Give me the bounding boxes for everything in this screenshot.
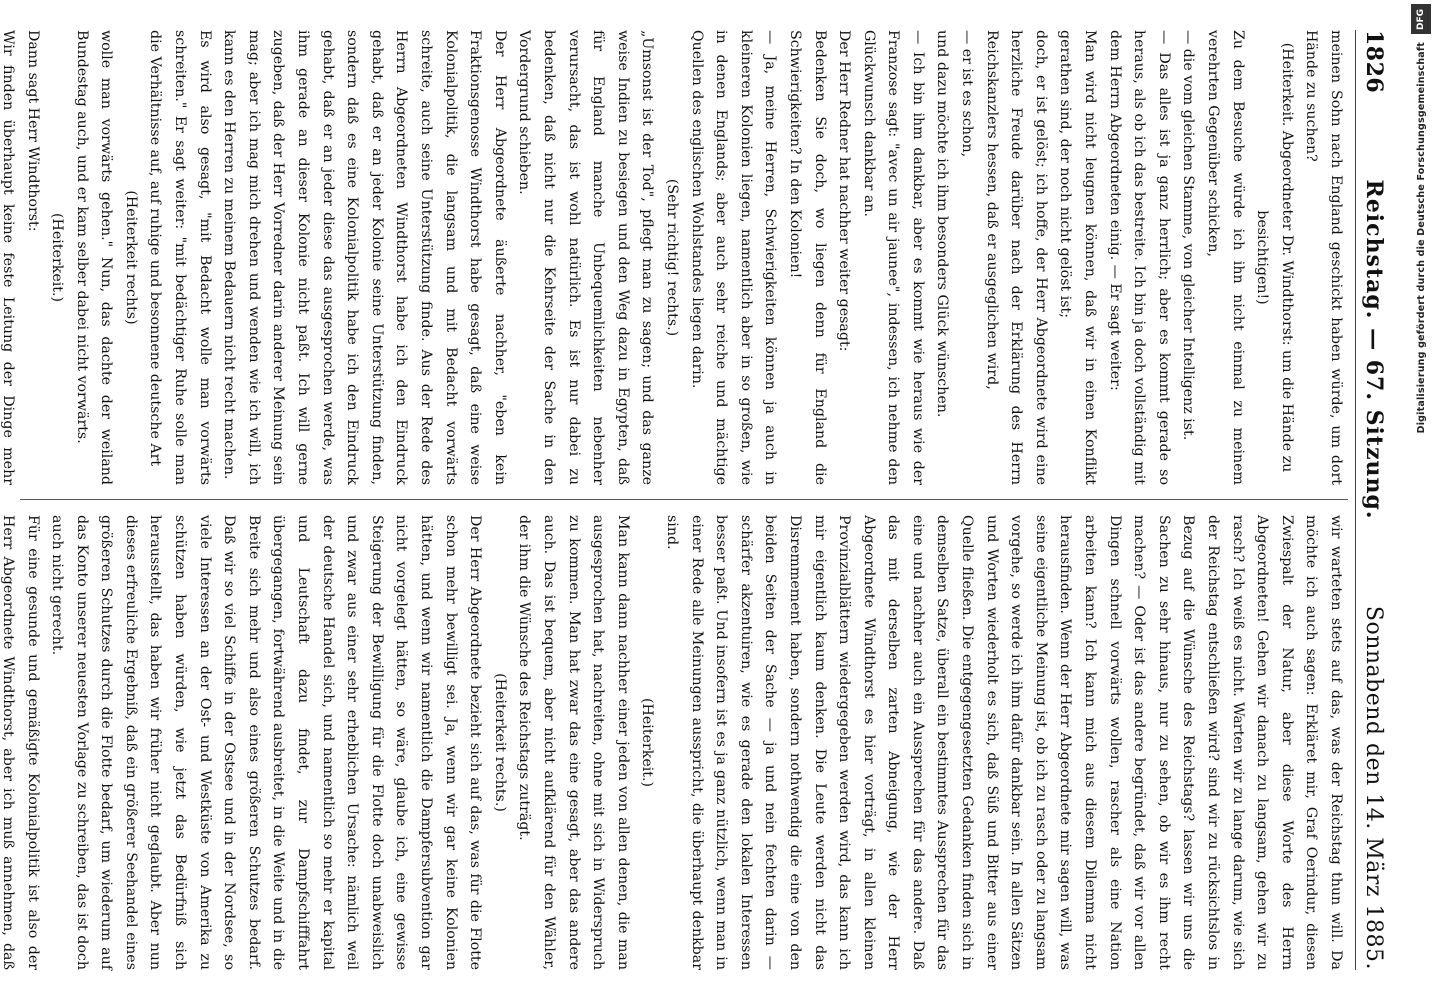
paragraph: (Heiterkeit rechts.) [491, 673, 508, 812]
paragraph: meinen Sohn nach England geschickt haben würde, um dort Hände zu suchen? [1303, 30, 1344, 490]
paragraph: (Heiterkeit.) [639, 698, 656, 787]
paragraph: und dazu möchte ich ihm besonders Glück wünschen. [934, 30, 951, 418]
paragraph: — Das alles ist ja ganz herrlich; aber es kommt gerade so heraus, als ob ich das bestreite. Ich bin ja doch vollständig mit dem Herrn Abgeordneten einig. — Er sagt weiter: [1106, 30, 1172, 490]
paragraph: Wir finden überhaupt keine feste Leitung der Dinge mehr [0, 30, 16, 485]
paragraph: — er ist es schon, [959, 30, 976, 158]
left-column [0, 30, 1348, 490]
paragraph: (Sehr richtig! rechts.) [663, 178, 680, 337]
paragraph: Zu dem Besuche würde ich ihn nicht einmal zu meinem verehrten Gegenüber schicken, [1205, 30, 1246, 490]
paragraph: — die vom gleichen Stamme, von gleicher Intelligenz ist. [1180, 30, 1197, 441]
paragraph: — Ja, meine Herren, Schwierigkeiten können ja auch in kleineren Kolonien liegen, namentlich aber in so großen, wie in denen Englands; aber auch sehr reiche und mächtige Quellen des englischen Wohlstandes liegen darin. [688, 30, 779, 490]
paragraph: Der Herr Abgeordnete äußerte nachher, "eben kein Fraktionsgenosse Windthorst habe gesagt, daß eine weise Kolonialpolitik, die langsam und mit Bedacht vorwärts schreite, auch seine Unterstützung finde. Aus der Rede des Herrn Abgeordneten Windthorst habe ich den Eindruck gehabt, daß er an jeder Kolonie seine Unterstützung finden, sondern daß es eine Kolonialpolitik habe ich den Eindruck gehabt, daß er an jeder diese das ausgesprochen werde, was ihm gerade an dieser Kolonie nicht paßt. Ich will gerne zugeben, daß der Herr Vorredner darin anderer Meinung sein mag; aber ich mag mich drehen und wenden wie ich will, ich kann es den Herren zu meinem Bedauern nicht recht machen. [221, 30, 508, 490]
header-rule [1355, 30, 1356, 970]
paragraph: Man kann dann nachher einer jeden von allen denen, die man ausgesprochen hat, nachreiten, ohne mit sich in Widerspruch zu kommen. Man hat zwar das eine gesagt, aber das andere auch. Das ist bequem, aber nicht aufklärend für den Wähler, der ihm die Wünsche des Reichstags zuträgt. [516, 515, 631, 975]
paragraph: Es wird also gesagt, "mit Bedacht wolle man vorwärts schreiten." Er sagt weiter: "mit bedächtiger Ruhe solle man die Verhältnisse auf, auf ruhige und besonnene deutsche Art [147, 30, 213, 490]
page-number: 1826 [1361, 30, 1387, 94]
header-date: Sonnabend den 14. März 1885. [1361, 605, 1387, 970]
paragraph: — Ich bin ihm dankbar, aber es kommt wie heraus wie der Franzose sagt: "avec un air jaunee", indessen, ich nehme den Glückwunsch dankbar an. [860, 30, 926, 490]
paragraph: wolle man vorwärts gehen." Nun, das dachte der weiland Bundestag auch, und er kam selber dabei nicht vorwärts. [73, 30, 115, 490]
header-title: Reichstag. — 67. Sitzung. [1361, 179, 1387, 520]
side-strip [1410, 0, 1432, 1000]
paragraph: „Umsonst ist der Tod", pflegt man zu sagen; und das ganze weise Indien zu besiegen und den Weg dazu in Egypten, daß für England manche Unbequemlichkeiten nebenher verursacht, das ist wohl natürlich. Es ist nur dabei zu bedenken, daß nicht nur die Kehrseite der Sache in den Vordergrund schieben. [516, 30, 656, 490]
paragraph: Für eine gesunde und gemäßigte Kolonialpolitik ist also der Herr Abgeordnete Windthorst, aber ich muß annehmen, daß [0, 515, 41, 970]
paragraph: Dann sagt Herr Windthorst: [24, 30, 41, 232]
paragraph: (Heiterkeit. Abgeordneter Dr. Windthorst: um die Hände zu besichtigen!) [1254, 42, 1295, 477]
paragraph: wir warteten stets auf das, was der Reichstag thun will. Da möchte ich auch sagen: Erkläret mir, Graf Oerindur, diesen Zwiespalt der Natur, aber diese Worte des Herrn Abgeordneten! Gehen wir danach zu langsam, gehen wir zu rasch? Ich weiß es nicht. Warten wir zu lange darum, wie sich der Reichstag entschließen wird? sind wir zu rücksichtslos in Bezug auf die Wünsche des Reichstags? lassen wir uns die Sachen zu sehr hinaus, nur zu sehen, ob wir es ihm recht machen? — Oder ist das andere begründet, daß wir vor allen Dingen schnell vorwärts wollen, rascher als eine Nation arbeiten kann? Ich kann mich aus diesem Dilemma nicht herausfinden. Wenn der Herr Abgeordnete mir sagen will, was seine eigentliche Meinung ist, ob ich zu rasch oder zu langsam vorgehe, so werde ich ihm dafür dankbar sein. In allen Sätzen und Worten wiederholt es sich, daß Süß und Bitter aus einer Quelle fließen. Die entgegengesetzten Gedanken finden sich in demselben Satze, überall ein bestimmtes Aussprechen für das eine und nachher auch ein Aussprechen für das andere. Daß das mit derselben zarten Abneigung, wie der Herr Abgeordnete Windthorst es hier vorträgt, in allen kleinen Provinzialblättern wiedergegeben werden wird, das kann ich mir eigentlich kaum denken. Die Leute werden nicht das Disremmement haben, sondern nothwendig die eine von den beiden Seiten der Sache — ja und nein fechten darin — schärfer akzentuiren, wie es gerade den lokalen Interessen besser paßt. Und insofern ist es ja ganz nützlich, wenn man in einer Rede alle Meinungen ausspricht, die überhaupt denkbar sind. [663, 515, 1344, 975]
paragraph: Der Herr Abgeordnete bezieht sich auf das, was für die Flotte schon mehr bewilligt sei. Ja, wenn wir gar keine Kolonien hätten, und wenn wir namentlich die Dampfersubvention gar nicht vorgelegt hätten, so wäre, glaube ich, eine gewisse Steigerung der Bewilligung für die Flotte doch unabweislich und zwar aus einer sehr erheblichen Ursache: nämlich weil der deutsche Handel sich, und namentlich so mehr er kapital und Leutschaft dazu findet, zur Dampfschifffahrt übergegangen, fortwährend ausbreitet, in die Weite und in die Breite sich mehr und also eines größeren Schutzes bedarf. Daß wir so viel Schiffe in der Ostsee und in der Nordsee, so viele Interessen an der Ost- und Westküste von Amerika zu schützen haben würden, wie jetzt das Bedürfniß sich herausstellt, das haben wir früher nicht geglaubt. Aber nun dieses erfreuliche Ergebniß, daß ein größerer Seehandel eines größeren Schutzes durch die Flotte bedarf, um wiederum auf das Konto unserer neuesten Vorlage zu schreiben, das ist doch auch nicht gerecht. [49, 515, 484, 975]
paragraph: (Heiterkeit.) [49, 213, 66, 302]
right-column [0, 515, 1348, 975]
dfg-logo: DFG [1411, 4, 1431, 34]
paragraph: doch, er ist gelöst; ich hoffe, der Herr Abgeordnete wird eine herzliche Freude darüber nach der Erklärung des Herrn Reichskanzlers hessen, daß er ausgeglichen wird, [983, 30, 1049, 490]
paragraph: (Heiterkeit rechts) [122, 190, 139, 325]
page-header [1354, 30, 1394, 970]
paragraph: Bedenken Sie doch, wo liegen denn für England die Schwierigkeiten? In den Kolonien! [786, 30, 828, 490]
paragraph: Man wird nicht leugnen können, daß wir in einen Konflikt gerathen sind, der noch nicht gelöst ist; [1057, 30, 1099, 490]
paragraph: Der Herr Redner hat nachher weiter gesagt: [836, 30, 853, 352]
text-columns [0, 30, 1348, 975]
digitization-note: Digitalisierung gefördert durch die Deutsche Forschungsgemeinschaft [1415, 42, 1427, 434]
